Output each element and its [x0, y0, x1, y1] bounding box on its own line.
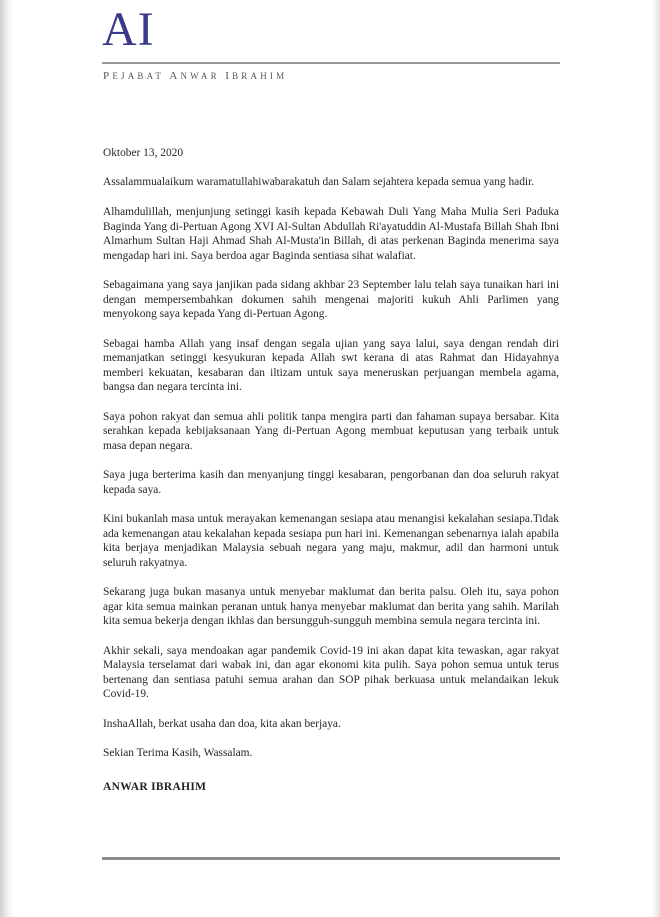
letter-greeting: Assalammualaikum waramatullahiwabarakatuh dan Salam sejahtera kepada semua yang hadir.	[103, 175, 535, 188]
letter-paragraph: Sebagai hamba Allah yang insaf dengan segala ujian yang saya lalui, saya dengan rendah diri memanjatkan setinggi kesyukuran kepada Allah swt kerana di atas Rahmat dan Hidayahnya memberi kekuatan, kesabaran dan iltizam untuk saya meneruskan perjuangan membela agama, bangsa dan negara tercinta ini.	[103, 337, 559, 393]
letter-paragraph: Akhir sekali, saya mendoakan agar pandemik Covid-19 ini akan dapat kita tewaskan, agar rakyat Malaysia terselamat dari wabak ini, dan agar ekonomi kita pulih. Saya pohon semua untuk terus bertenang dan sentiasa patuhi semua arahan dan SOP pihak berkuasa untuk melandaikan lekuk Covid-19.	[103, 644, 559, 700]
letter-closing: Sekian Terima Kasih, Wassalam.	[103, 747, 253, 759]
letter-paragraph: Sekarang juga bukan masanya untuk menyebar maklumat dan berita palsu. Oleh itu, saya pohon agar kita semua mainkan peranan untuk hanya menyebar maklumat dan berita yang sahih. Marilah kita semua bekerja dengan ikhlas dan bersungguh-sungguh membina semula negara tercinta ini.	[103, 586, 559, 627]
letterhead-logo: AI	[102, 3, 155, 56]
letter-paragraph: Saya juga berterima kasih dan menyanjung tinggi kesabaran, pengorbanan dan doa seluruh rakyat kepada saya.	[103, 469, 559, 496]
letter-paragraph: Alhamdulillah, menjunjung setinggi kasih kepada Kebawah Duli Yang Maha Mulia Seri Paduka Baginda Yang di-Pertuan Agong XVI Al-Sultan Abdullah Ri'ayatuddin Al-Mustafa Billah Shah Ibni Almarhum Sultan Haji Ahmad Shah Al-Musta'in Billah, di atas perkenan Baginda menerima saya mengadap hari ini. Saya berdoa agar Baginda sentiasa sihat walafiat.	[103, 206, 559, 262]
page-edge-shadow-right	[652, 0, 660, 917]
page-edge-shadow-left	[0, 0, 14, 917]
letter-paragraph: Sebagaimana yang saya janjikan pada sidang akhbar 23 September lalu telah saya tunaikan hari ini dengan mempersembahkan dokumen sahih mengenai majoriti kukuh Ahli Parlimen yang menyokong saya kepada Yang di-Pertuan Agong.	[103, 279, 559, 320]
letter-date: Oktober 13, 2020	[103, 147, 184, 159]
letter-signature: ANWAR IBRAHIM	[103, 781, 207, 793]
letter-paragraph: Saya pohon rakyat dan semua ahli politik tanpa mengira parti dan fahaman supaya bersabar. Kita serahkan kepada kebijaksanaan Yang di-Pertuan Agong membuat keputusan yang terbaik untuk masa depan negara.	[103, 410, 559, 452]
letterhead-office-name: PEJABAT ANWAR IBRAHIM	[103, 70, 288, 82]
letterhead-divider	[102, 62, 560, 64]
footer-divider	[102, 857, 560, 860]
letter-body	[103, 146, 559, 776]
letter-paragraph: Kini bukanlah masa untuk merayakan kemenangan sesiapa atau menangisi kekalahan sesiapa.Tidak ada kemenangan atau kekalahan kepada sesiapa pun hari ini. Kemenangan sebenarnya ialah apabila kita berjaya menjadikan Malaysia sebuah negara yang maju, makmur, adil dan harmoni untuk seluruh rakyatnya.	[103, 513, 559, 569]
letter-paragraph: InshaAllah, berkat usaha dan doa, kita akan berjaya.	[103, 717, 341, 730]
